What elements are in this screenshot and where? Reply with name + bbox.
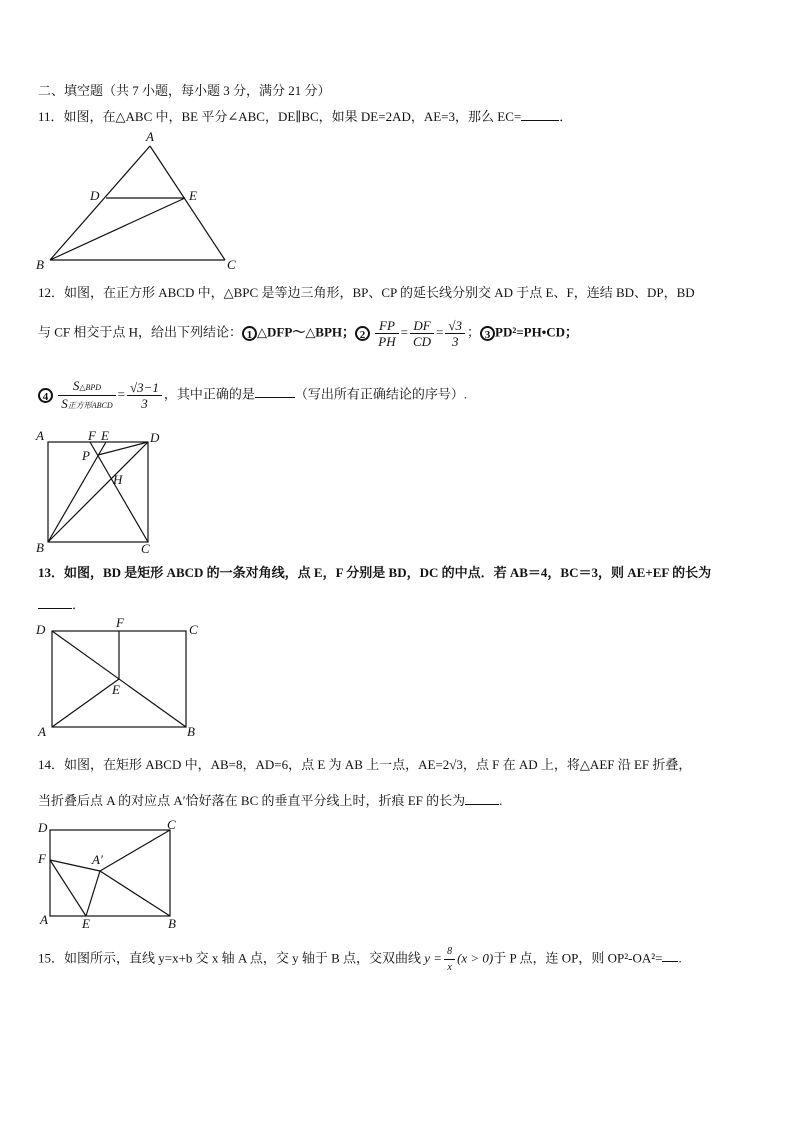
question-13-answer-line xyxy=(38,594,85,613)
conclusion-3: PD²=PH•CD； xyxy=(495,324,579,340)
fraction-8-over-x xyxy=(444,944,455,975)
frac-num: √3−1 xyxy=(127,380,162,396)
question-11-stem: 11．如图，在△ABC 中，BE 平分∠ABC，DE∥BC，如果 DE=2AD，AE=3，那么 EC= xyxy=(38,109,522,124)
question-14-stem: 14．如图，在矩形 ABCD 中，AB=8，AD=6，点 E 为 AB 上一点，AE=2 xyxy=(38,757,450,772)
label-C: C xyxy=(141,541,150,556)
label-A: A xyxy=(38,724,46,739)
frac-den: x xyxy=(447,962,452,973)
answer-blank[interactable] xyxy=(465,792,499,805)
circled-number-1: 1 xyxy=(242,326,257,341)
label-E: E xyxy=(101,428,109,443)
label-H: H xyxy=(113,472,123,487)
area-symbol: S xyxy=(61,396,68,411)
figure-q13 xyxy=(32,612,212,740)
label-A-prime: A′ xyxy=(92,852,103,867)
label-D: D xyxy=(90,188,100,203)
frac-num: √3 xyxy=(445,318,465,334)
question-11-end: ． xyxy=(559,109,573,124)
label-B: B xyxy=(36,257,44,272)
question-15-stem: 15．如图所示，直线 y=x+b 交 x 轴 A 点，交 y 轴于 B 点，交双曲线 xyxy=(38,950,422,966)
answer-blank[interactable] xyxy=(662,949,678,962)
label-E: E xyxy=(82,916,90,931)
question-12-intro: 与 CF 相交于点 H，给出下列结论： xyxy=(38,324,243,340)
label-B: B xyxy=(168,916,176,931)
question-12-note: （写出所有正确结论的序号）. xyxy=(294,386,468,402)
label-D: D xyxy=(36,622,46,637)
label-B: B xyxy=(36,540,44,555)
answer-blank[interactable] xyxy=(255,385,295,398)
question-14-end: . xyxy=(499,793,503,808)
question-14-ask: 当折叠后点 A 的对应点 A′恰好落在 BC 的垂直平分线上时，折痕 EF 的长为 xyxy=(38,793,466,808)
question-15-end: . xyxy=(678,950,682,966)
question-14-line1 xyxy=(38,754,691,773)
label-D: D xyxy=(38,820,48,835)
equals-sign: = xyxy=(400,324,408,340)
figure-q11 xyxy=(30,128,245,273)
figure-q14 xyxy=(34,814,184,932)
label-F: F xyxy=(38,851,46,866)
frac-den: CD xyxy=(412,334,432,349)
question-13-end: ． xyxy=(72,597,86,612)
label-A: A xyxy=(36,428,44,443)
fraction-df-cd xyxy=(410,318,434,349)
label-C: C xyxy=(189,622,198,637)
question-15-ask: 于 P 点，连 OP，则 OP²-OA²= xyxy=(493,950,663,966)
fraction-sqrt3-3 xyxy=(445,318,465,349)
frac-num xyxy=(58,378,115,396)
question-15-text xyxy=(38,944,682,975)
frac-den: 3 xyxy=(451,334,459,349)
label-E: E xyxy=(112,682,120,697)
circled-number-2: 2 xyxy=(355,326,370,341)
question-12-line3 xyxy=(38,378,467,413)
frac-num: DF xyxy=(410,318,434,334)
frac-den xyxy=(58,396,115,413)
circled-number-3: 3 xyxy=(480,326,495,341)
question-14-line2 xyxy=(38,790,502,809)
equals-sign: = xyxy=(117,386,125,402)
subscript: 正方形ABCD xyxy=(67,401,113,410)
question-12-line2 xyxy=(38,318,578,349)
subscript: △BPD xyxy=(79,383,102,392)
frac-num: 8 xyxy=(444,944,455,960)
frac-den: PH xyxy=(378,334,396,349)
label-F: F xyxy=(116,615,124,630)
question-13-text: 13．如图，BD 是矩形 ABCD 的一条对角线，点 E，F 分别是 BD，DC 的中点．若 AB＝4，BC＝3，则 AE+EF 的长为 xyxy=(38,565,712,580)
answer-blank[interactable] xyxy=(38,596,72,609)
figure-q12 xyxy=(34,428,169,558)
label-D: D xyxy=(150,430,160,445)
label-P: P xyxy=(82,448,90,463)
label-C: C xyxy=(167,817,176,832)
section-title: 二、填空题（共 7 小题，每小题 3 分，满分 21 分） xyxy=(38,83,331,98)
frac-den: 3 xyxy=(141,396,148,411)
question-11-text xyxy=(38,106,572,125)
circled-number-4: 4 xyxy=(38,388,53,403)
fraction-area-ratio xyxy=(58,378,115,413)
label-E: E xyxy=(189,188,197,203)
frac-num: FP xyxy=(375,318,398,334)
question-14-stem-cont: ，点 F 在 AD 上，将△AEF 沿 EF 折叠， xyxy=(462,757,692,772)
separator: ； xyxy=(467,324,481,340)
label-A: A xyxy=(146,129,154,144)
equals-sign: = xyxy=(436,324,444,340)
area-symbol: S xyxy=(72,378,80,393)
question-12-line1: 12．如图，在正方形 ABCD 中，△BPC 是等边三角形，BP、CP 的延长线分别交 AD 于点 E、F，连结 BD、DP，BD xyxy=(38,285,695,300)
answer-blank[interactable] xyxy=(521,108,559,121)
fraction-sqrt3-minus1-3 xyxy=(127,380,162,411)
domain-condition: (x > 0) xyxy=(457,950,494,966)
question-12-ask: ，其中正确的是 xyxy=(163,386,255,402)
fraction-fp-ph xyxy=(375,318,398,349)
label-C: C xyxy=(227,257,236,272)
sqrt-3: √3 xyxy=(449,757,463,772)
label-F: F xyxy=(88,428,96,443)
equation-lhs: y = xyxy=(424,950,443,966)
label-A: A xyxy=(40,912,48,927)
conclusion-1: △DFP～△BPH； xyxy=(257,324,356,340)
label-B: B xyxy=(187,724,195,739)
